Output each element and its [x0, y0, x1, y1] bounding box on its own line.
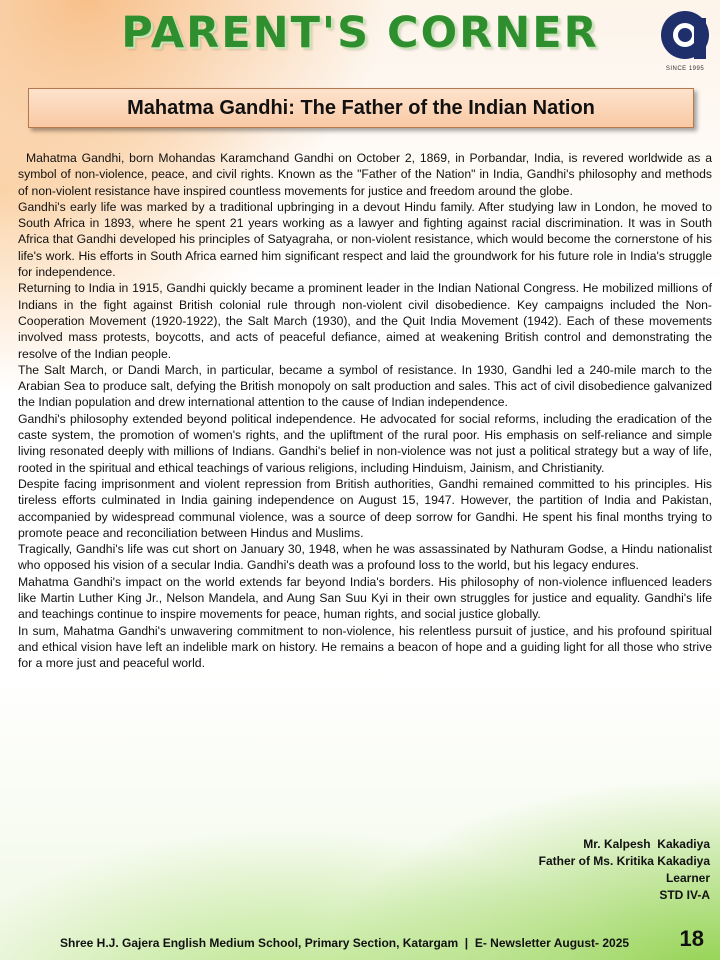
- author-class: STD IV-A: [659, 888, 710, 902]
- article-paragraph: In sum, Mahatma Gandhi's unwavering commitment to non-violence, his relentless pursuit of justice, and his profound spiritual and ethical vision have left an indelible mark on history. He remains a beacon of hope and a guiding light for all those who strive for a more just and peaceful world.: [18, 623, 712, 671]
- logo-since-text: SINCE 1995: [665, 66, 705, 72]
- article-paragraph: Tragically, Gandhi's life was cut short on January 30, 1948, when he was assassinated by Nathuram Godse, a Hindu nationalist who opposed his vision of a secular India. Gandhi's death was a profound loss to the world, but his legacy endures.: [18, 542, 712, 573]
- article-paragraph: Despite facing imprisonment and violent repression from British authorities, Gandhi remained committed to his principles. His tireless efforts culminated in India gaining independence on August 15, 1947. However, the partition of India and Pakistan, accompanied by widespread communal violence, was a source of deep sorrow for Gandhi. He spent his final months trying to promote peace and reconciliation between Hindus and Muslims.: [18, 476, 712, 540]
- author-relation: Father of Ms. Kritika Kakadiya: [538, 854, 710, 868]
- page-number: 18: [679, 926, 704, 951]
- article-body: [18, 150, 712, 672]
- article-title-box: [28, 88, 694, 128]
- author-name: Mr. Kalpesh Kakadiya: [583, 837, 710, 851]
- page-header-title: PARENT'S CORNER: [121, 8, 599, 58]
- article-paragraph: The Salt March, or Dandi March, in particular, became a symbol of resistance. In 1930, Gandhi led a 240-mile march to the Arabian Sea to produce salt, defying the British monopoly on salt production and sales. This act of civil disobedience galvanized the Indian population and drew international attention to the cause of Indian independence.: [18, 362, 712, 410]
- article-paragraph: Gandhi's philosophy extended beyond political independence. He advocated for social reforms, including the eradication of the caste system, the promotion of women's rights, and the upliftment of the rural poor. His emphasis on self-reliance and simple living resonated deeply with millions of Indians. Gandhi's belief in non-violence was not just a political strategy but a way of life, rooted in the spiritual and ethical teachings of various religions, including Hinduism, Jainism, and Christianity.: [18, 411, 712, 475]
- article-paragraph: Mahatma Gandhi, born Mohandas Karamchand Gandhi on October 2, 1869, in Porbandar, India, is revered worldwide as a symbol of non-violence, peace, and civil rights. Known as the "Father of the Nation" in India, Gandhi's philosophy and methods of non-violent resistance have inspired countless movements for justice and freedom around the globe.: [18, 151, 712, 198]
- footer-text: Shree H.J. Gajera English Medium School, Primary Section, Katargam | E- Newsletter August- 2025: [60, 936, 630, 950]
- article-paragraph: Gandhi's early life was marked by a traditional upbringing in a devout Hindu family. After studying law in London, he moved to South Africa in 1893, where he spent 21 years working as a lawyer and fighting against racial discrimination. It was in South Africa that Gandhi developed his principles of Satyagraha, or non-violent resistance, which would become the cornerstone of his life's work. His efforts in South Africa earned him significant respect and laid the groundwork for his future role in India's struggle for independence.: [18, 199, 712, 280]
- article-title: Mahatma Gandhi: The Father of the Indian Nation: [127, 96, 595, 119]
- author-role: Learner: [665, 871, 710, 885]
- article-paragraph: Mahatma Gandhi's impact on the world extends far beyond India's borders. His philosophy of non-violence influenced leaders like Martin Luther King Jr., Nelson Mandela, and Aung San Suu Kyi in their own struggles for justice and equality. Gandhi's life and teachings continue to inspire movements for peace, human rights, and social justice globally.: [18, 574, 712, 622]
- author-signature-block: [539, 836, 710, 904]
- article-paragraph: Returning to India in 1915, Gandhi quickly became a prominent leader in the Indian National Congress. He mobilized millions of Indians in the fight against British colonial rule through non-violent civil disobedience. Key campaigns included the Non-Cooperation Movement (1920-1922), the Salt March (1930), and the Quit India Movement (1942). Each of these movements involved mass protests, boycotts, and acts of peaceful defiance, aimed at weakening British control and demonstrating the resolve of the Indian people.: [18, 281, 712, 361]
